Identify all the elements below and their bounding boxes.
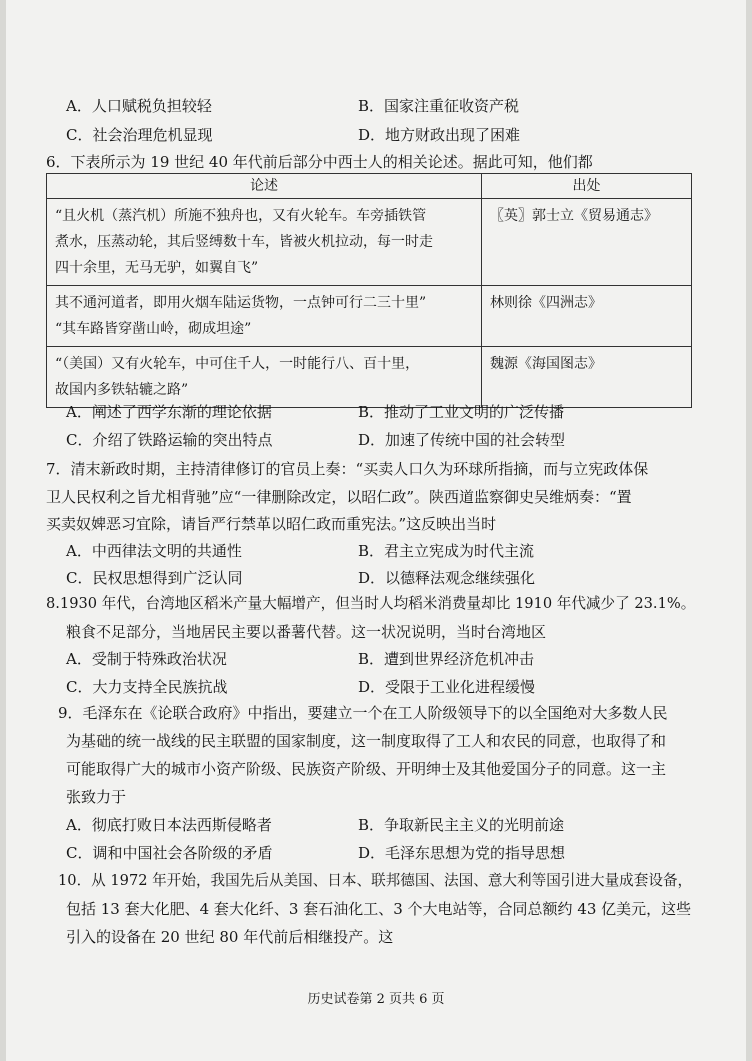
- table-cell-source: 林则徐《四洲志》: [482, 286, 692, 347]
- q5-option-c: C．社会治理危机显现: [66, 126, 213, 144]
- q8-option-d: D．受限于工业化进程缓慢: [358, 678, 536, 696]
- table-cell-source: 〖英〗郭士立《贸易通志》: [482, 199, 692, 286]
- scan-edge-right: [746, 0, 752, 1061]
- q10-stem-line: 10．从 1972 年开始，我国先后从美国、日本、联邦德国、法国、意大利等国引进大量成套设备，: [58, 872, 693, 889]
- table-cell-statement: [47, 199, 482, 286]
- q6-option-a: A．阐述了西学东渐的理论依据: [66, 403, 272, 421]
- statement-line: “其车路皆穿凿山岭，砌成坦途”: [55, 321, 252, 337]
- q5-option-b: B．国家注重征收资产税: [358, 97, 520, 115]
- q5-option-d: D．地方财政出现了困难: [358, 126, 521, 144]
- q7-option-a: A．中西律法文明的共通性: [66, 542, 242, 560]
- q9-option-b: B．争取新民主主义的光明前途: [358, 816, 565, 834]
- q8-option-b: B．遭到世界经济危机冲击: [358, 650, 535, 668]
- q7-stem-line: 7．清末新政时期，主持清律修订的官员上奏：“买卖人口久为环球所指摘，而与立宪政体保: [46, 460, 649, 478]
- q9-stem-line: 9．毛泽东在《论联合政府》中指出，要建立一个在工人阶级领导下的以全国绝对大多数人民: [58, 704, 668, 722]
- q6-option-b: B．推动了工业文明的广泛传播: [358, 403, 565, 421]
- statement-line: 煮水，压蒸动轮，其后竖缚数十车，皆被火机拉动，每一时走: [55, 234, 433, 250]
- q6-option-c: C．介绍了铁路运输的突出特点: [66, 431, 273, 449]
- q8-option-a: A．受制于特殊政治状况: [66, 650, 227, 668]
- q10-stem-line: 引入的设备在 20 世纪 80 年代前后相继投产。这: [66, 928, 394, 946]
- q9-option-d: D．毛泽东思想为党的指导思想: [358, 844, 566, 862]
- statement-line: 故国内多铁轱辘之路”: [55, 382, 189, 398]
- statement-line: 其不通河道者，即用火烟车陆运货物，一点钟可行二三十里”: [55, 295, 427, 311]
- statement-line: 四十余里，无马无驴，如翼自飞”: [55, 260, 259, 276]
- q8-option-c: C．大力支持全民族抗战: [66, 678, 228, 696]
- statement-line: “且火机（蒸汽机）所施不独舟也，又有火轮车。车旁插铁管: [55, 208, 427, 224]
- statement-line: “（美国）又有火轮车，中可住千人，一时能行八、百十里，: [55, 356, 420, 372]
- q6-stem: 6．下表所示为 19 世纪 40 年代前后部分中西士人的相关论述。据此可知，他们都: [46, 153, 593, 171]
- q7-stem-line: 买卖奴婢恶习宜除，请旨严行禁革以昭仁政而重宪法。”这反映出当时: [46, 515, 497, 533]
- q7-option-b: B．君主立宪成为时代主流: [358, 542, 535, 560]
- table-header-row: [47, 174, 692, 199]
- table-header-statement: 论述: [47, 174, 482, 199]
- table-cell-statement: [47, 286, 482, 347]
- page-footer: 历史试卷第 2 页共 6 页: [307, 992, 445, 1007]
- table-cell-statement: [47, 347, 482, 408]
- q6-option-d: D．加速了传统中国的社会转型: [358, 431, 566, 449]
- table-header-source: 出处: [482, 174, 692, 199]
- q7-stem-line: 卫人民权利之旨尤相背驰”应“一律删除改定，以昭仁政”。陕西道监察御史吴维炳奏：“置: [46, 488, 632, 506]
- q9-option-a: A．彻底打败日本法西斯侵略者: [66, 816, 272, 834]
- q8-stem-line: 8.1930 年代，台湾地区稻米产量大幅增产，但当时人均稻米消费量却比 1910 年代减少了 23.1%。: [46, 595, 696, 612]
- q9-stem-line: 可能取得广大的城市小资产阶级、民族资产阶级、开明绅士及其他爱国分子的同意。这一主: [66, 760, 667, 778]
- q10-stem-line: 包括 13 套大化肥、4 套大化纤、3 套石油化工、3 个大电站等，合同总额约 43 亿美元，这些: [66, 900, 692, 918]
- table-row: [47, 347, 692, 408]
- q7-option-d: D．以德释法观念继续强化: [358, 569, 536, 587]
- q9-stem-line: 张致力于: [66, 788, 127, 806]
- scan-edge-left: [0, 0, 6, 1061]
- q8-stem-line: 粮食不足部分，当地居民主要以番薯代替。这一状况说明，当时台湾地区: [66, 623, 547, 641]
- table-cell-source: 魏源《海国图志》: [482, 347, 692, 408]
- q9-option-c: C．调和中国社会各阶级的矛盾: [66, 844, 273, 862]
- q7-option-c: C．民权思想得到广泛认同: [66, 569, 243, 587]
- q5-option-a: A．人口赋税负担较轻: [66, 97, 212, 115]
- q9-stem-line: 为基础的统一战线的民主联盟的国家制度，这一制度取得了工人和农民的同意，也取得了和: [66, 732, 667, 750]
- table-row: [47, 286, 692, 347]
- q6-source-table: [46, 173, 692, 408]
- table-row: [47, 199, 692, 286]
